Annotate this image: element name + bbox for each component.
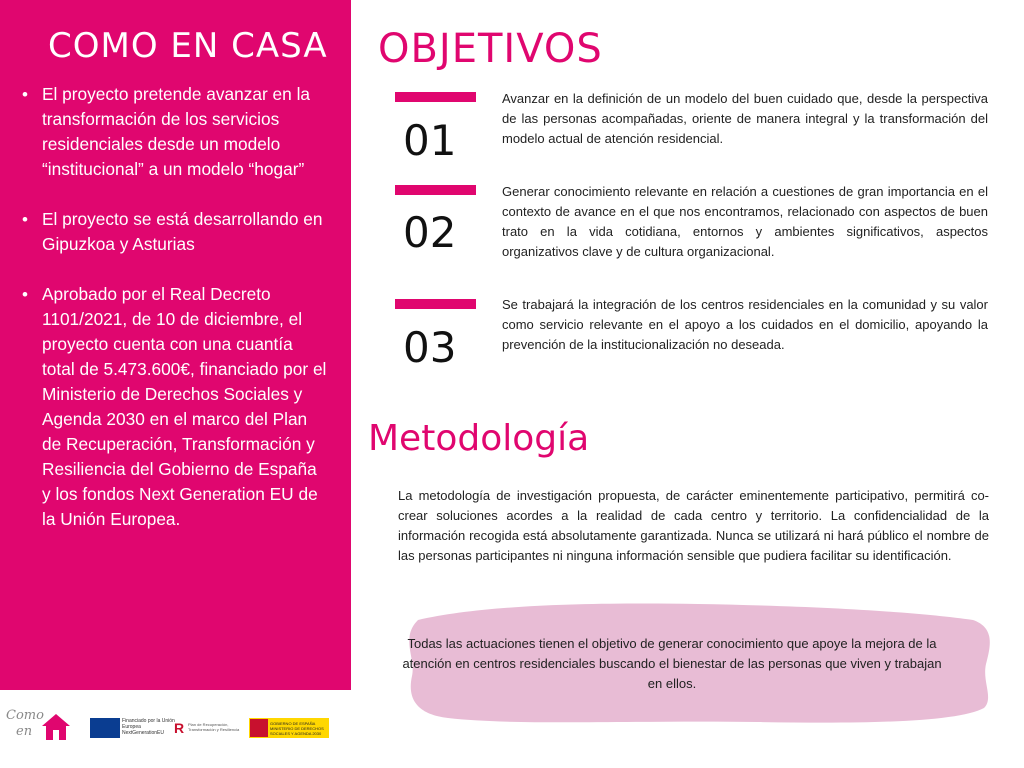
note-text: Todas las actuaciones tienen el objetivo de generar conocimiento que apoye la mejora de la atención en centros residenciales buscando el bienestar de las personas que viven y trabajan en ellos. xyxy=(402,636,942,691)
objective-number: 02 xyxy=(403,208,457,257)
sidebar xyxy=(0,0,351,690)
metodologia-text: La metodología de investigación propuesta, de carácter eminentemente participativo, permitirá co-crear soluciones acordes a la realidad de cada centro y territorio. La confidencialidad de la información recogida está absolutamente garantizada. Nunca se utilizará ni hará público el nombre de las personas participantes ni ninguna información sensible que pudiera facilitar su identificación. xyxy=(398,488,989,563)
house-icon xyxy=(40,712,72,742)
objective-number: 01 xyxy=(403,116,457,165)
logo-como-en xyxy=(6,708,44,740)
objective-bar xyxy=(395,92,476,102)
gov-text: GOBIERNO DE ESPAÑA MINISTERIO DE DERECHOS SOCIALES Y AGENDA 2030 xyxy=(270,721,324,736)
sidebar-title: COMO EN CASA xyxy=(48,26,328,66)
bullet-list xyxy=(22,82,327,557)
objective-1 xyxy=(395,92,989,172)
bullet-item: • El proyecto pretende avanzar en la transformación de los servicios residenciales desde un modelo “institucional” a un modelo “hogar” xyxy=(22,82,327,182)
objective-2 xyxy=(395,185,989,285)
objective-text: Se trabajará la integración de los centros residenciales en la comunidad y su valor como servicio relevante en el apoyo a los cuidados en el domicilio, apoyando la prevención de la institucionalización no deseada. xyxy=(502,297,988,352)
objective-3 xyxy=(395,299,989,379)
logo-line-1: Como xyxy=(6,708,44,723)
plan-recuperacion-icon: R xyxy=(174,720,185,736)
eu-text: Financiado por la Unión Europea NextGenerationEU xyxy=(122,718,175,736)
bullet-item: • El proyecto se está desarrollando en Gipuzkoa y Asturias xyxy=(22,207,327,257)
objective-number: 03 xyxy=(403,323,457,372)
bullet-item: • Aprobado por el Real Decreto 1101/2021, de 10 de diciembre, el proyecto cuenta con una cuantía total de 5.473.600€, financiado por el Ministerio de Derechos Sociales y Agenda 2030 en el marco del Plan de Recuperación, Transformación y Resiliencia del Gobierno de España y los fondos Next Generation EU de la Unión Europea. xyxy=(22,282,327,532)
objetivos-heading: OBJETIVOS xyxy=(378,26,603,72)
gov-shield-icon xyxy=(250,719,268,737)
objective-bar xyxy=(395,185,476,195)
footer-logos xyxy=(0,690,351,768)
objective-bar xyxy=(395,299,476,309)
objective-text: Generar conocimiento relevante en relación a cuestiones de gran importancia en el contexto de avance en el que nos encontramos, relacionado con aspectos de buen trato en la vida cotidiana, entornos y ambientes significativos, aspectos organizativos clave y de cultura organizacional. xyxy=(502,184,988,259)
objective-text: Avanzar en la definición de un modelo del buen cuidado que, desde la perspectiva de las personas acompañadas, oriente de manera integral y la transformación del modelo actual de atención residencial. xyxy=(502,91,988,146)
eu-flag-icon xyxy=(90,718,120,738)
metodologia-heading: Metodología xyxy=(368,418,590,459)
logo-line-2: en xyxy=(16,724,33,739)
plan-text: Plan de Recuperación, Transformación y Resiliencia xyxy=(188,722,240,732)
